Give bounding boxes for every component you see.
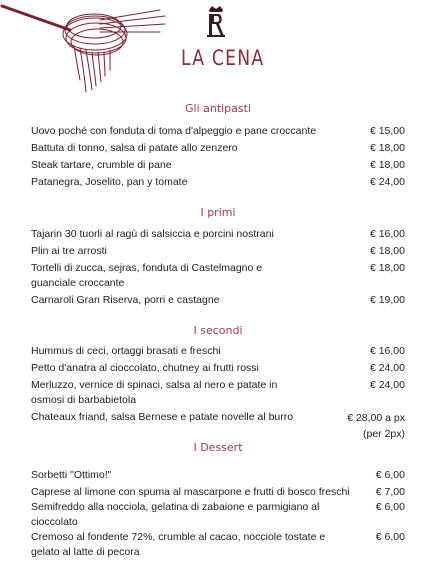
item-price: € 6,00 [375,469,405,481]
item-price: € 24,00 [369,176,405,188]
item-price: € 18,00 [369,245,405,257]
item-name: Sorbetti "Ottimo!" [31,469,112,481]
menu-item [31,175,405,190]
menu-item [31,227,405,242]
item-price: € 18,00 [369,262,405,274]
menu-item [31,361,405,376]
item-price: € 24,00 [369,379,405,391]
menu-item [31,530,405,560]
item-name: Carnaroli Gran Riserva, porri e castagne [31,294,220,306]
item-name: Uovo poché con fonduta di toma d'alpeggio e pane croccante [31,125,317,137]
item-price: € 16,00 [369,228,405,240]
item-name: Caprese al limone con spuma al mascarpone e frutti di bosco freschi [31,486,350,498]
item-name: Semifreddo alla nocciola, gelatina di zabaione e parmigiano al cioccolato [31,501,320,528]
item-price: € 18,00 [369,159,405,171]
menu-item [31,124,405,139]
item-name: Steak tartare, crumble di pane [31,159,172,171]
item-price: € 6,00 [375,501,405,513]
menu-item [31,141,405,156]
item-price: € 28,00 a px (per 2px) [347,412,405,440]
item-price: € 7,00 [375,486,405,498]
menu-item [31,378,405,408]
section-title-antipasti: Gli antipasti [184,102,252,115]
menu-item [31,244,405,259]
section-title-dessert: I Dessert [193,441,243,454]
item-name: Battuta di tonno, salsa di patate allo zenzero [31,142,238,154]
menu-item [31,344,405,359]
item-name: Chateaux friand, salsa Bernese e patate novelle al burro [31,411,294,423]
crown-monogram-icon [205,5,227,39]
item-name: Tortelli di zucca, sejras, fonduta di Castelmagno e guanciale croccante [31,262,263,289]
menu-item [31,468,405,483]
item-name: Petto d'anatra al cioccolato, chutney ai frutti rossi [31,362,259,374]
fork-with-spaghetti-icon [0,0,180,95]
item-price: € 24,00 [369,362,405,374]
section-title-secondi: I secondi [193,324,243,337]
item-price: € 16,00 [369,345,405,357]
menu-item [31,293,405,308]
menu-item [31,485,405,500]
restaurant-name: LA CENA [181,46,265,70]
item-name: Cremoso al fondente 72%, crumble al cacao, nocciole tostate e gelato al latte di pecora [31,531,326,558]
menu-item [31,410,405,440]
item-name: Merluzzo, vernice di spinaci, salsa al nero e patate in osmosi di barbabietola [31,379,278,406]
item-price: € 19,00 [369,294,405,306]
item-price: € 15,00 [369,125,405,137]
menu-item [31,500,405,530]
item-name: Hummus di ceci, ortaggi brasati e freschi [31,345,221,357]
menu-item [31,158,405,173]
menu-item [31,261,405,291]
section-title-primi: I primi [200,206,236,219]
item-name: Patanegra, Joselito, pan y tomate [31,176,188,188]
item-price: € 6,00 [375,531,405,543]
item-price: € 18,00 [369,142,405,154]
item-name: Plin ai tre arrosti [31,245,107,257]
item-name: Tajarin 30 tuorli al ragù di salsiccia e porcini nostrani [31,228,274,240]
